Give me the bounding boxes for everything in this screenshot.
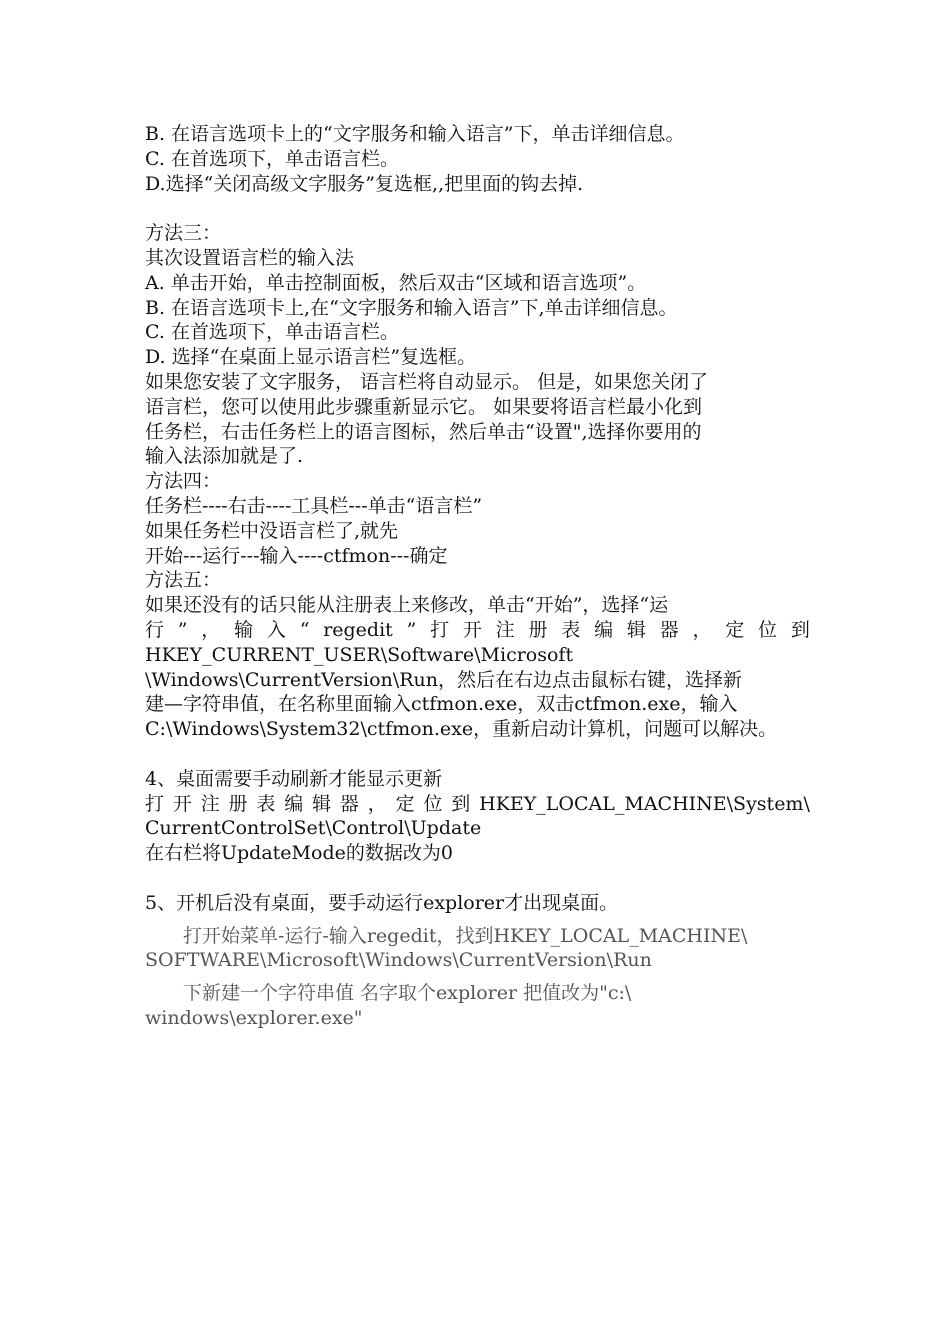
paragraph-gap <box>145 866 810 891</box>
word: 开 <box>172 792 192 815</box>
word: 注 <box>495 618 515 641</box>
word: 到 <box>790 618 810 641</box>
word: 定 <box>725 618 745 641</box>
section-heading: 5、开机后没有桌面，要手动运行explorer才出现桌面。 <box>145 891 619 914</box>
text-line: 如果任务栏中没语言栏了,就先 <box>145 519 399 542</box>
text-line: C:\Windows\System32\ctfmon.exe，重新启动计算机，问题可以解决。 <box>145 718 778 741</box>
text-line: 输入法添加就是了. <box>145 445 304 468</box>
paragraph-gap <box>145 916 810 924</box>
text-line: 建—字符串值，在名称里面输入ctfmon.exe，双击ctfmon.exe，输入 <box>145 693 738 716</box>
word: 册 <box>228 792 248 815</box>
word: regedit <box>323 618 393 641</box>
word: 输 <box>234 618 254 641</box>
word: 定 <box>395 792 415 815</box>
word: 编 <box>594 618 614 641</box>
text-line: B. 在语言选项卡上的“文字服务和输入语言”下，单击详细信息。 <box>145 123 685 145</box>
text-line: 任务栏，右击任务栏上的语言图标，然后单击“设置",选择你要用的 <box>145 420 702 443</box>
text-line: B. 在语言选项卡上,在“文字服务和输入语言”下,单击详细信息。 <box>145 296 678 319</box>
text-line: windows\explorer.exe" <box>145 1006 363 1029</box>
word: ， <box>201 618 221 641</box>
section-heading: 方法三： <box>145 222 222 245</box>
method2-tail <box>145 122 810 196</box>
word: 行 <box>145 618 165 641</box>
text-line: D. 选择“在桌面上显示语言栏”复选框。 <box>145 346 477 369</box>
word: 打 <box>430 618 450 641</box>
word: 辑 <box>312 792 332 815</box>
section-heading: 方法四： <box>145 470 222 493</box>
word: ” <box>406 618 417 641</box>
section5 <box>145 891 810 1031</box>
word: 位 <box>758 618 778 641</box>
section4 <box>145 767 810 866</box>
text-line: 如果还没有的话只能从注册表上来修改，单击“开始”，选择“运 <box>145 594 669 617</box>
word: 辑 <box>626 618 646 641</box>
text-line: A. 单击开始，单击控制面板，然后双击“区域和语言选项”。 <box>145 271 647 294</box>
text-line: 任务栏----右击----工具栏---单击“语言栏” <box>145 494 483 517</box>
text-line: C. 在首选项下，单击语言栏。 <box>145 147 399 170</box>
text-line: 打开始菜单-运行-输入regedit，找到HKEY_LOCAL_MACHINE\ <box>183 924 748 947</box>
paragraph-gap <box>145 196 810 221</box>
text-line: C. 在首选项下，单击语言栏。 <box>145 321 399 344</box>
word: ” <box>177 618 188 641</box>
text-line: 语言栏，您可以使用此步骤重新显示它。 如果要将语言栏最小化到 <box>145 395 703 418</box>
text-line: HKEY_CURRENT_USER\Software\Microsoft <box>145 643 574 666</box>
word: HKEY_LOCAL_MACHINE\System\ <box>479 792 810 815</box>
section-heading: 方法五： <box>145 569 222 592</box>
word: 册 <box>528 618 548 641</box>
text-line: SOFTWARE\Microsoft\Windows\CurrentVersion\Run <box>145 949 652 972</box>
word: “ <box>299 618 310 641</box>
word: 入 <box>266 618 286 641</box>
word: 器 <box>339 792 359 815</box>
text-line: D.选择“关闭高级文字服务”复选框,,把里面的钩去掉. <box>145 172 584 195</box>
word: 位 <box>423 792 443 815</box>
word: ， <box>367 792 387 815</box>
method3-section <box>145 221 810 469</box>
text-line: CurrentControlSet\Control\Update <box>145 817 482 840</box>
justified-line <box>145 618 810 643</box>
word: ， <box>692 618 712 641</box>
word: 开 <box>462 618 482 641</box>
method5-section <box>145 568 810 742</box>
word: 注 <box>200 792 220 815</box>
word: 到 <box>451 792 471 815</box>
paragraph-gap <box>145 742 810 767</box>
method4-section <box>145 469 810 568</box>
word: 打 <box>145 792 165 815</box>
text-line: 下新建一个字符串值 名字取个explorer 把值改为"c:\ <box>183 982 632 1005</box>
word: 编 <box>284 792 304 815</box>
paragraph-gap <box>145 973 810 981</box>
text-line: \Windows\CurrentVersion\Run，然后在右边点击鼠标右键，选择新 <box>145 668 742 691</box>
word: 器 <box>659 618 679 641</box>
text-line: 在右栏将UpdateMode的数据改为0 <box>145 842 453 865</box>
text-line: 如果您安装了文字服务， 语言栏将自动显示。 但是，如果您关闭了 <box>145 370 709 393</box>
text-line: 其次设置语言栏的输入法 <box>145 246 355 269</box>
section-heading: 4、桌面需要手动刷新才能显示更新 <box>145 767 443 790</box>
document-page <box>145 122 810 1031</box>
word: 表 <box>256 792 276 815</box>
text-line: 开始---运行---输入----ctfmon---确定 <box>145 544 448 567</box>
word: 表 <box>561 618 581 641</box>
justified-line <box>145 792 810 817</box>
